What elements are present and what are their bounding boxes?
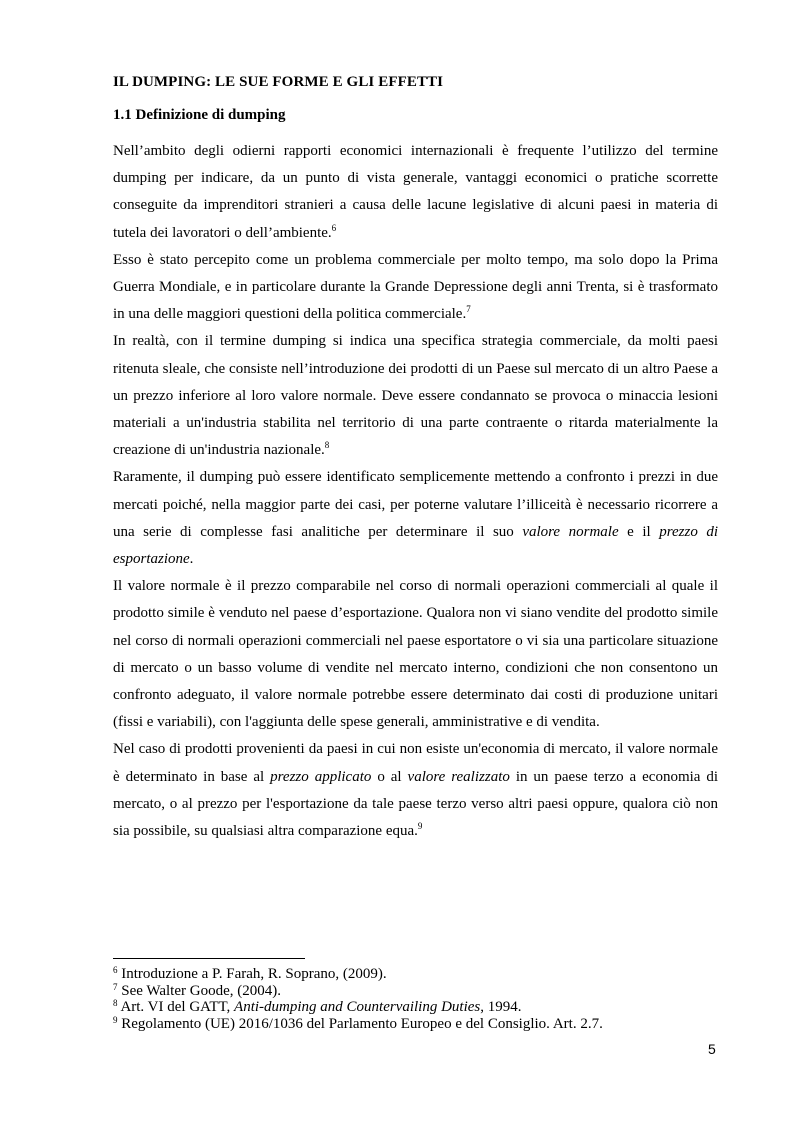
paragraph-2 xyxy=(113,247,718,329)
emphasis-term: valore normale xyxy=(522,523,619,540)
footnote-number: 6 xyxy=(113,965,118,975)
paragraph-text: in un paese terzo a economia di mercato, o al prezzo per l'esportazione da tale paese terzo verso altri paesi oppure, qualora ciò non sia possibile, su qualsiasi altra comparazione equa. xyxy=(113,768,719,840)
footnote-text: , 1994. xyxy=(480,999,522,1015)
page-number: 5 xyxy=(708,1041,716,1057)
footnote-text: See Walter Goode, (2004). xyxy=(121,982,281,999)
paragraph-1 xyxy=(113,138,718,247)
document-page xyxy=(113,72,718,845)
paragraph-3 xyxy=(113,328,718,464)
footnote-number: 8 xyxy=(113,998,118,1008)
chapter-title: IL DUMPING: LE SUE FORME E GLI EFFETTI xyxy=(113,74,444,90)
emphasis-term: valore realizzato xyxy=(407,768,510,785)
footnotes xyxy=(113,958,718,1032)
footnote-ref: 9 xyxy=(417,821,423,832)
footnote-number: 7 xyxy=(113,981,118,992)
paragraph-5 xyxy=(113,573,718,736)
paragraph-text: Nel caso di prodotti provenienti da paesi in cui non esiste un'economia di mercato, il valore normale è determinato in base al xyxy=(113,741,718,785)
footnote-ref: 7 xyxy=(466,304,471,315)
footnote-ref: 6 xyxy=(331,222,337,233)
paragraph-text: Il valore normale è il prezzo comparabile nel corso di normali operazioni commerciali al quale il prodotto simile è venduto nel paese d’esportazione. Qualora non vi siano vendite del prodotto simile nel corso di normali operazioni commerciali nel paese esportatore o vi sia una particolare situazione di mercato o un basso volume di vendite nel mercato interno, condizioni che non consentono un confronto adeguato, il valore normale potrebbe essere determinato dai costi di produzione unitari (fissi e variabili), con l'aggiunta delle spese generali, amministrative e di vendita. xyxy=(113,578,718,731)
footnote-text: Art. VI del GATT, xyxy=(120,999,235,1015)
paragraph-text: Nell’ambito degli odierni rapporti economici internazionali è frequente l’utilizzo del termine dumping per indicare, da un punto di vista generale, vantaggi economici o pratiche scorrette conseguite da imprenditori stranieri a causa delle lacune legislative di alcuni paesi in materia di tutela dei lavoratori o dell’ambiente. xyxy=(113,143,718,241)
emphasis-term: prezzo di esportazione xyxy=(113,523,719,568)
paragraph-text: Esso è stato percepito come un problema commerciale per molto tempo, ma solo dopo la Prima Guerra Mondiale, e in particolare durante la Grande Depressione degli anni Trenta, si è trasformato in una delle maggiori questioni della politica commerciale. xyxy=(113,251,718,323)
paragraph-text: . xyxy=(189,551,194,568)
footnote-9 xyxy=(113,1016,718,1033)
section-title: 1.1 Definizione di dumping xyxy=(113,107,286,123)
footnote-ref: 8 xyxy=(324,440,330,451)
footnote-divider xyxy=(113,958,305,959)
paragraph-text: Raramente, il dumping può essere identificato semplicemente mettendo a confronto i prezzi in due mercati poiché, nella maggior parte dei casi, per poterne valutare l’illiceità è necessario ricorrere a una serie di complesse fasi analitiche per determinare il suo xyxy=(113,469,718,540)
paragraph-6 xyxy=(113,736,718,845)
paragraph-4 xyxy=(113,464,718,573)
paragraph-text: e il xyxy=(627,523,651,540)
body-text xyxy=(113,138,718,845)
footnote-7 xyxy=(113,983,718,1000)
paragraph-text: In realtà, con il termine dumping si indica una specifica strategia commerciale, da molti paesi ritenuta sleale, che consiste nell’introduzione dei prodotti di un Paese sul mercato di un altro Paese a un prezzo inferiore al loro valore normale. Deve essere condannato se provoca o minaccia lesioni materiali a un'industria stabilita nel territorio di una parte contraente o ritarda materialmente la creazione di un'industria nazionale. xyxy=(113,333,718,459)
footnote-8 xyxy=(113,999,718,1016)
paragraph-text: o al xyxy=(377,768,402,785)
footnote-6 xyxy=(113,966,718,983)
footnote-text: Introduzione a P. Farah, R. Soprano, (2009). xyxy=(121,966,387,982)
footnote-text: Regolamento (UE) 2016/1036 del Parlamento Europeo e del Consiglio. Art. 2.7. xyxy=(121,1015,603,1032)
footnote-number: 9 xyxy=(113,1014,118,1025)
emphasis-term: prezzo applicato xyxy=(270,768,372,785)
footnote-title: Anti-dumping and Countervailing Duties xyxy=(234,999,481,1015)
